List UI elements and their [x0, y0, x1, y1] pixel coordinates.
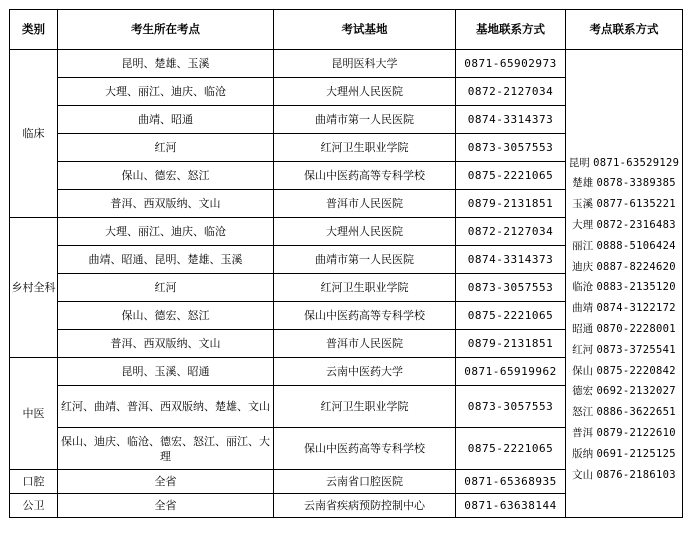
contact-line: [566, 173, 682, 194]
contact-line: [566, 298, 682, 319]
header-base-contact: 基地联系方式: [456, 10, 566, 50]
base-cell: 大理州人民医院: [274, 78, 456, 106]
contact-city: 临沧: [572, 281, 594, 294]
area-cell: 普洱、西双版纳、文山: [58, 190, 274, 218]
phone-cell: 0871-65368935: [456, 470, 566, 494]
area-cell: 红河、曲靖、普洱、西双版纳、楚雄、文山: [58, 386, 274, 428]
base-cell: 保山中医药高等专科学校: [274, 428, 456, 470]
contact-line: [566, 340, 682, 361]
category-cell: 口腔: [10, 470, 58, 494]
base-cell: 红河卫生职业学院: [274, 134, 456, 162]
phone-cell: 0874-3314373: [456, 246, 566, 274]
contact-phone: 0879-2122610: [596, 426, 676, 439]
contact-phone: 0874-3122172: [596, 302, 676, 315]
area-cell: 昆明、楚雄、玉溪: [58, 50, 274, 78]
base-cell: 大理州人民医院: [274, 218, 456, 246]
contact-city: 版纳: [572, 447, 594, 460]
contact-phone: 0870-2228001: [596, 323, 676, 335]
site-contacts-cell: [566, 50, 683, 518]
phone-cell: 0873-3057553: [456, 274, 566, 302]
category-cell: 中医: [10, 358, 58, 470]
contact-phone: 0691-2125125: [596, 447, 676, 460]
base-cell: 曲靖市第一人民医院: [274, 106, 456, 134]
header-category: 类别: [10, 10, 58, 50]
area-cell: 普洱、西双版纳、文山: [58, 330, 274, 358]
area-cell: 保山、德宏、怒江: [58, 162, 274, 190]
header-exam-base: 考试基地: [274, 10, 456, 50]
table-row: [10, 50, 683, 78]
contact-city: 迪庆: [572, 260, 594, 273]
contact-city: 楚雄: [572, 177, 594, 190]
area-cell: 保山、迪庆、临沧、德宏、怒江、丽江、大理: [58, 428, 274, 470]
phone-cell: 0879-2131851: [456, 330, 566, 358]
contact-phone: 0883-2135120: [596, 281, 676, 294]
contact-line: [566, 423, 682, 444]
phone-cell: 0871-63638144: [456, 494, 566, 518]
contact-line: [566, 444, 682, 465]
contact-phone: 0872-2316483: [596, 219, 676, 232]
area-cell: 红河: [58, 134, 274, 162]
header-exam-area: 考生所在考点: [58, 10, 274, 50]
phone-cell: 0875-2221065: [456, 428, 566, 470]
contact-phone: 0878-3389385: [596, 177, 676, 190]
base-cell: 红河卫生职业学院: [274, 386, 456, 428]
base-cell: 普洱市人民医院: [274, 190, 456, 218]
contact-city: 文山: [572, 468, 594, 481]
phone-cell: 0879-2131851: [456, 190, 566, 218]
contact-line: [566, 465, 682, 486]
contact-city: 曲靖: [572, 302, 594, 315]
contact-phone: 0888-5106424: [596, 239, 676, 252]
contact-phone: 0692-2132027: [596, 385, 676, 398]
contact-city: 玉溪: [572, 198, 594, 211]
category-cell: 乡村全科: [10, 218, 58, 358]
phone-cell: 0871-65919962: [456, 358, 566, 386]
base-cell: 保山中医药高等专科学校: [274, 302, 456, 330]
area-cell: 全省: [58, 470, 274, 494]
category-cell: 临床: [10, 50, 58, 218]
base-cell: 曲靖市第一人民医院: [274, 246, 456, 274]
contact-phone: 0876-2186103: [596, 468, 676, 481]
phone-cell: 0873-3057553: [456, 386, 566, 428]
area-cell: 红河: [58, 274, 274, 302]
contact-phone: 0877-6135221: [596, 198, 676, 211]
contact-line: [566, 194, 682, 215]
phone-cell: 0873-3057553: [456, 134, 566, 162]
area-cell: 保山、德宏、怒江: [58, 302, 274, 330]
contact-phone: 0886-3622651: [596, 406, 676, 419]
header-row: [10, 10, 683, 50]
area-cell: 曲靖、昭通: [58, 106, 274, 134]
contact-line: [566, 381, 682, 402]
site-contacts-list: [566, 82, 682, 486]
contact-phone: 0875-2220842: [596, 364, 676, 377]
contact-line: [566, 277, 682, 298]
category-cell: 公卫: [10, 494, 58, 518]
phone-cell: 0871-65902973: [456, 50, 566, 78]
area-cell: 全省: [58, 494, 274, 518]
area-cell: 大理、丽江、迪庆、临沧: [58, 78, 274, 106]
area-cell: 昆明、玉溪、昭通: [58, 358, 274, 386]
contact-line: [566, 215, 682, 236]
phone-cell: 0872-2127034: [456, 218, 566, 246]
contact-city: 大理: [572, 219, 594, 232]
base-cell: 云南省口腔医院: [274, 470, 456, 494]
contact-city: 丽江: [572, 239, 594, 252]
header-site-contact: 考点联系方式: [566, 10, 683, 50]
contact-line: [566, 402, 682, 423]
area-cell: 大理、丽江、迪庆、临沧: [58, 218, 274, 246]
contact-line: [566, 153, 682, 174]
phone-cell: 0875-2221065: [456, 162, 566, 190]
contact-city: 怒江: [572, 406, 594, 419]
contact-phone: 0871-63529129: [593, 156, 680, 169]
contact-phone: 0873-3725541: [596, 343, 676, 356]
contact-city: 德宏: [572, 385, 594, 398]
contact-city: 保山: [572, 364, 594, 377]
phone-cell: 0872-2127034: [456, 78, 566, 106]
contact-city: 昭通: [572, 323, 594, 335]
base-cell: 云南中医药大学: [274, 358, 456, 386]
base-cell: 昆明医科大学: [274, 50, 456, 78]
base-cell: 红河卫生职业学院: [274, 274, 456, 302]
area-cell: 曲靖、昭通、昆明、楚雄、玉溪: [58, 246, 274, 274]
contact-phone: 0887-8224620: [596, 260, 676, 273]
base-cell: 云南省疾病预防控制中心: [274, 494, 456, 518]
phone-cell: 0874-3314373: [456, 106, 566, 134]
base-cell: 保山中医药高等专科学校: [274, 162, 456, 190]
contact-line: [566, 257, 682, 278]
contact-line: [566, 319, 682, 340]
exam-sites-table: [9, 9, 683, 518]
phone-cell: 0875-2221065: [456, 302, 566, 330]
base-cell: 普洱市人民医院: [274, 330, 456, 358]
contact-line: [566, 236, 682, 257]
contact-line: [566, 361, 682, 382]
contact-city: 红河: [572, 343, 594, 356]
contact-city: 昆明: [568, 156, 590, 169]
contact-city: 普洱: [572, 426, 594, 439]
